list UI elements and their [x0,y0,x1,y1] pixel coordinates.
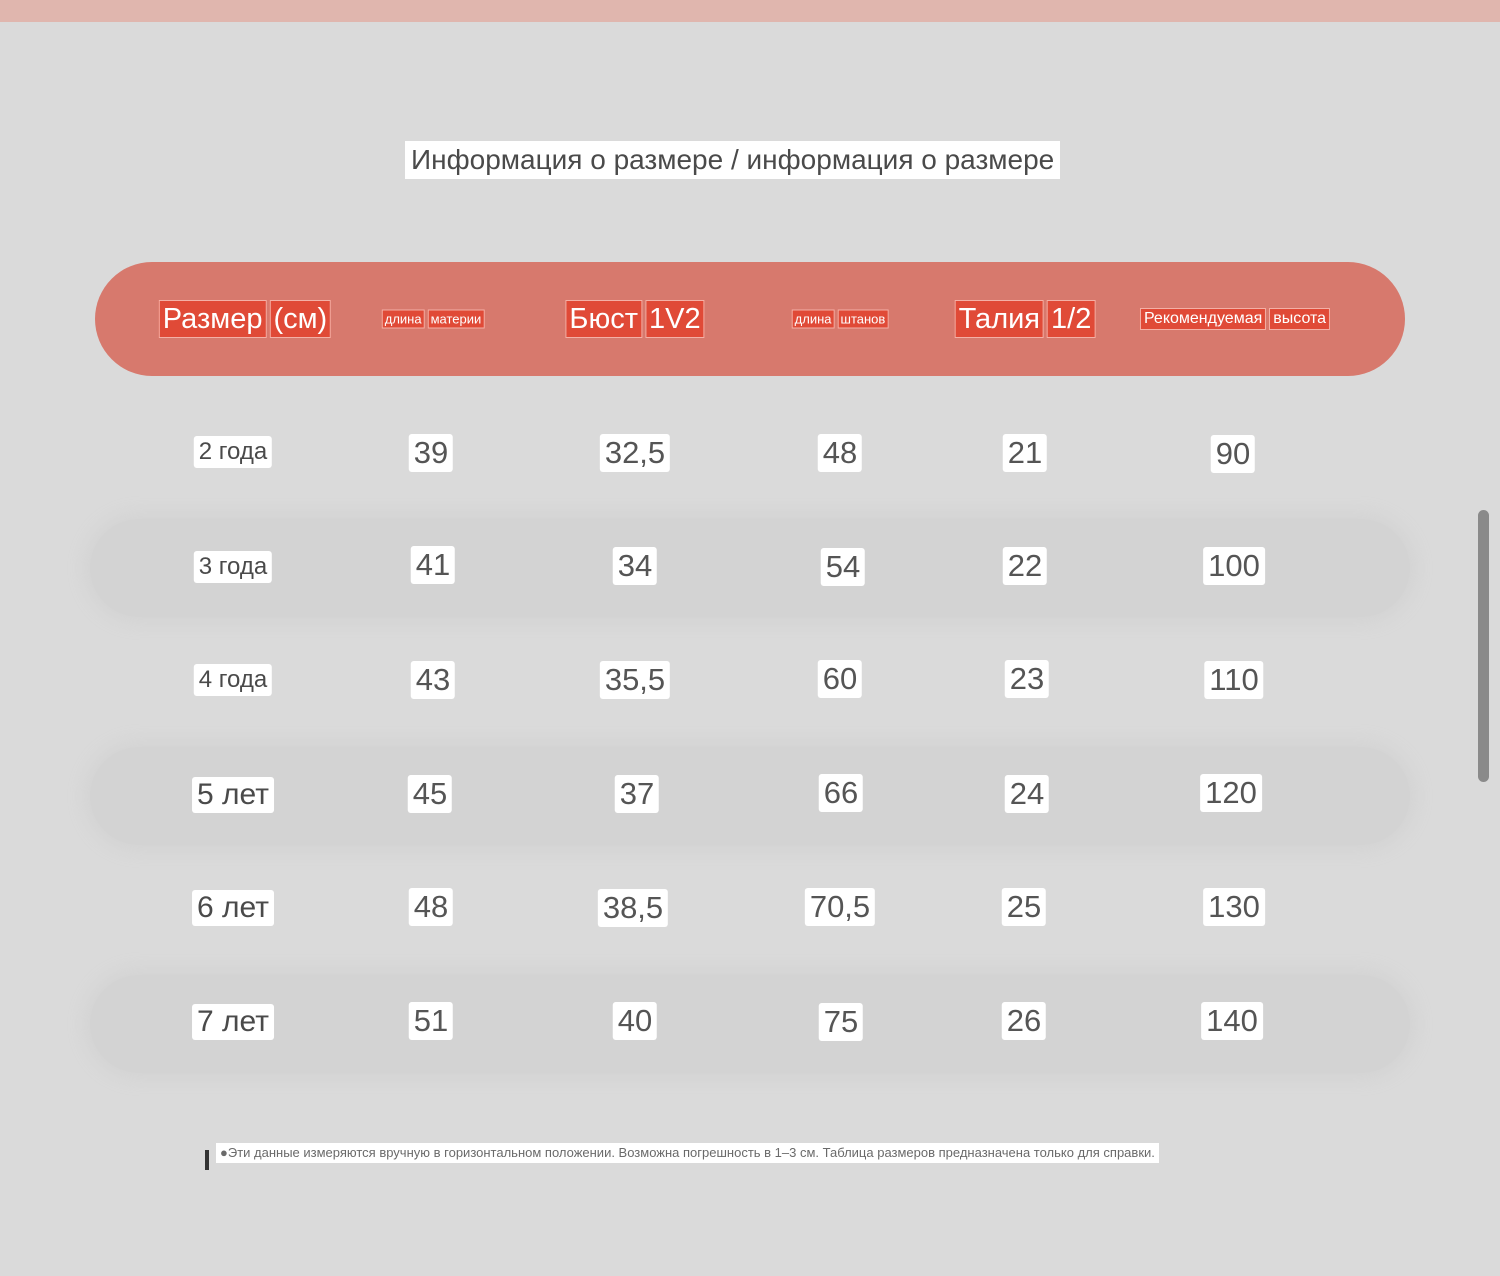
header-size [159,300,331,338]
table-cell: 66 [819,774,863,812]
header-word: Размер [159,300,267,338]
row-label: 3 года [194,551,272,583]
table-cell: 38,5 [598,889,668,927]
table-cell: 110 [1204,661,1263,699]
footnote: ●Эти данные измеряются вручную в горизонтальном положении. Возможна погрешность в 1–3 см. Таблица размеров предназначена только для справки. [216,1143,1159,1163]
header-waist [955,300,1096,338]
table-cell: 140 [1201,1002,1263,1040]
header-word: 1V2 [645,300,705,338]
table-cell: 130 [1203,888,1265,926]
table-cell: 21 [1003,434,1047,472]
header-word: длина [382,310,425,329]
table-cell: 24 [1005,775,1049,813]
row-label: 4 года [194,664,272,696]
table-cell: 51 [409,1002,453,1040]
table-cell: 23 [1005,660,1049,698]
table-cell: 120 [1200,774,1262,812]
header-word: (см) [269,300,331,338]
row-label: 6 лет [192,890,274,926]
vertical-scrollbar[interactable] [1478,510,1489,782]
table-cell: 34 [613,547,657,585]
table-cell: 22 [1003,547,1047,585]
header-bust [565,300,704,338]
header-word: Рекомендуемая [1140,308,1266,330]
header-word: Талия [955,300,1044,338]
table-cell: 75 [819,1003,863,1041]
table-cell: 48 [409,888,453,926]
table-cell: 60 [818,660,862,698]
table-cell: 32,5 [600,434,670,472]
footnote-mark [205,1150,209,1170]
top-strip [0,0,1500,22]
header-word: 1/2 [1047,300,1095,338]
row-label: 7 лет [192,1004,274,1040]
table-cell: 37 [615,775,659,813]
table-cell: 45 [408,775,452,813]
table-cell: 39 [409,434,453,472]
table-cell: 90 [1211,435,1255,473]
header-word: материи [428,310,485,329]
header-word: длина [792,310,835,329]
page-title: Информация о размере / информация о размере [405,141,1060,179]
table-cell: 26 [1002,1002,1046,1040]
header-word: Бюст [565,300,642,338]
row-label: 2 года [194,436,272,468]
header-garment-length [382,310,485,329]
table-cell: 43 [411,661,455,699]
header-word: высота [1269,308,1330,330]
header-recommended-height [1140,308,1330,330]
header-word: штанов [838,310,889,329]
table-cell: 70,5 [805,888,875,926]
table-cell: 35,5 [600,661,670,699]
size-table-header [95,262,1405,376]
table-cell: 54 [821,548,865,586]
table-cell: 41 [411,546,455,584]
table-cell: 25 [1002,888,1046,926]
row-label: 5 лет [192,777,274,813]
table-cell: 40 [613,1002,657,1040]
table-cell: 48 [818,434,862,472]
header-pants-length [792,310,889,329]
table-cell: 100 [1203,547,1265,585]
